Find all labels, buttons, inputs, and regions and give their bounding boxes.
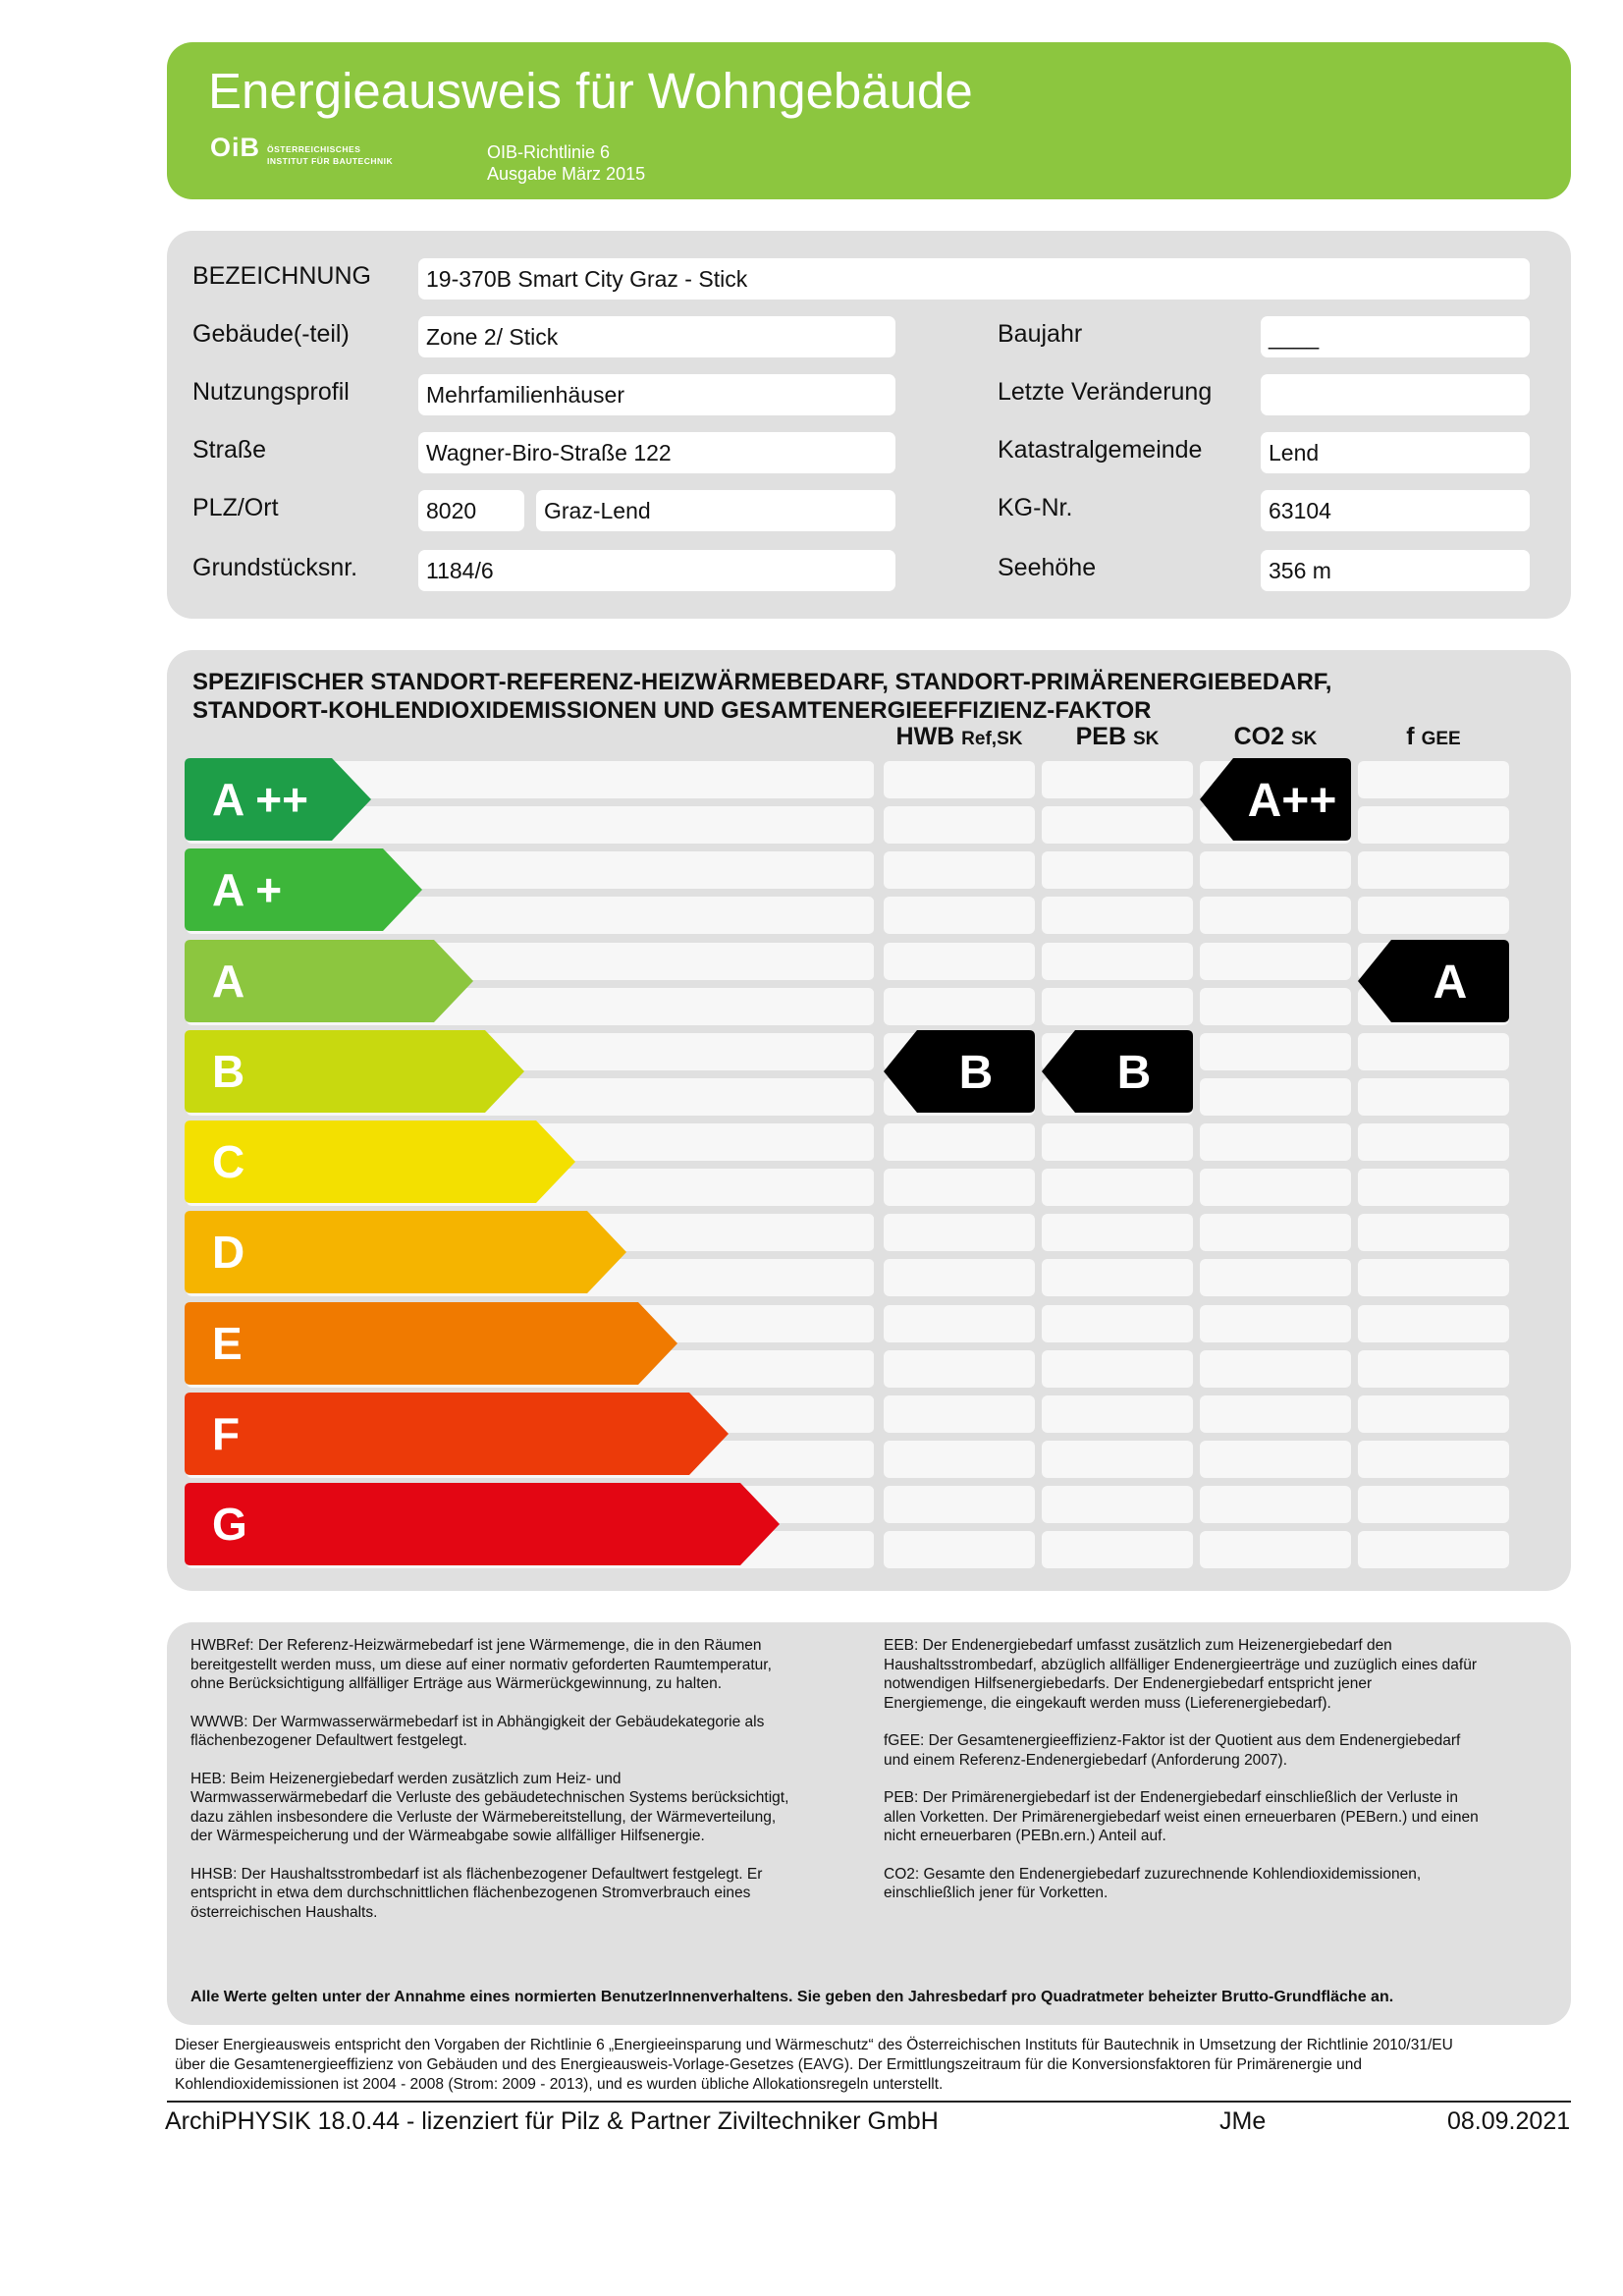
definition-line: und einem Referenz-Endenergiebedarf (Anforderung 2007). bbox=[884, 1751, 1288, 1769]
footnote-line: über die Gesamtenergieeffizienz von Gebäuden und des Energieausweis-Vorlage-Gesetzes (EAVG). Der Ermittlungszeitraum für die Konversionsfaktoren für Primärenergie und bbox=[175, 2056, 1363, 2073]
rating-cell bbox=[884, 851, 1035, 889]
gebaeude-label: Gebäude(-teil) bbox=[192, 320, 350, 348]
legal-footnote bbox=[175, 2036, 1569, 2095]
rating-cell bbox=[1042, 1486, 1193, 1523]
seehoehe-field: 356 m bbox=[1261, 550, 1530, 591]
definition-line: einschließlich jener für Vorketten. bbox=[884, 1885, 1109, 1901]
header-banner bbox=[167, 42, 1571, 199]
definitions-panel bbox=[167, 1622, 1571, 2025]
class-arrow-label: B bbox=[212, 1045, 245, 1097]
bezeichnung-field: 19-370B Smart City Graz - Stick bbox=[418, 258, 1530, 300]
rating-cell bbox=[1042, 1395, 1193, 1433]
rating-cell bbox=[1358, 1441, 1509, 1478]
class-arrow-label: C bbox=[212, 1136, 245, 1187]
indicator-label: A++ bbox=[1247, 775, 1337, 827]
class-arrow-c bbox=[185, 1121, 575, 1203]
rating-cell bbox=[1358, 1123, 1509, 1161]
ort-field: Graz-Lend bbox=[536, 490, 895, 531]
rating-cell bbox=[1200, 1078, 1351, 1116]
rating-cell bbox=[1042, 806, 1193, 844]
letzte-veraenderung-field bbox=[1261, 374, 1530, 415]
class-arrow-label: A + bbox=[212, 864, 283, 916]
rating-cell bbox=[884, 897, 1035, 934]
column-header-hwb bbox=[884, 723, 1035, 751]
definition-line: HWBRef: Der Referenz-Heizwärmebedarf ist jene Wärmemenge, die in den Räumen bbox=[190, 1637, 762, 1654]
definitions-left bbox=[190, 1636, 788, 1941]
indicator-hwb bbox=[884, 1030, 1035, 1113]
rating-cell bbox=[1358, 1169, 1509, 1206]
oib-logo-line2: INSTITUT FÜR BAUTECHNIK bbox=[267, 156, 394, 166]
definition-paragraph bbox=[190, 1865, 788, 1923]
class-arrow-label: G bbox=[212, 1499, 247, 1550]
rating-cell bbox=[1358, 761, 1509, 798]
definition-paragraph bbox=[884, 1636, 1479, 1713]
column-header-main: PEB bbox=[1075, 723, 1133, 750]
class-arrow-shape bbox=[185, 1393, 729, 1475]
oib-logo-mark: OiB bbox=[210, 133, 261, 162]
bezeichnung-label: BEZEICHNUNG bbox=[192, 262, 371, 290]
building-info-panel bbox=[167, 231, 1571, 619]
definition-paragraph bbox=[884, 1788, 1479, 1846]
rating-cell bbox=[1200, 1033, 1351, 1070]
rating-cell bbox=[884, 1486, 1035, 1523]
class-arrow-b bbox=[185, 1030, 524, 1113]
rating-title-line2: STANDORT-KOHLENDIOXIDEMISSIONEN UND GESAMTENERGIEEFFIZIENZ-FAKTOR bbox=[192, 697, 1152, 724]
definition-line: bereitgestellt werden muss, um diese auf einer normativ geforderten Raumtemperatur, bbox=[190, 1656, 772, 1673]
column-header-sub: SK bbox=[1132, 729, 1160, 749]
rating-cell bbox=[1358, 897, 1509, 934]
rating-cell bbox=[1358, 806, 1509, 844]
plz-ort-label: PLZ/Ort bbox=[192, 494, 279, 521]
rating-cell bbox=[1042, 1214, 1193, 1251]
oib-logo-line1: ÖSTERREICHISCHES bbox=[267, 144, 361, 154]
indicator-label: B bbox=[958, 1046, 994, 1099]
rating-cell bbox=[1358, 1486, 1509, 1523]
rating-cell bbox=[884, 1123, 1035, 1161]
nutzung-field: Mehrfamilienhäuser bbox=[418, 374, 895, 415]
class-arrow-d bbox=[185, 1211, 626, 1293]
definition-paragraph bbox=[190, 1713, 788, 1751]
definition-line: EEB: Der Endenergiebedarf umfasst zusätzlich zum Heizenergiebedarf den bbox=[884, 1637, 1392, 1654]
definition-paragraph bbox=[190, 1636, 788, 1694]
column-header-f bbox=[1358, 723, 1509, 751]
rating-cell bbox=[884, 988, 1035, 1025]
rating-cell bbox=[884, 1259, 1035, 1296]
gebaeude-field: Zone 2/ Stick bbox=[418, 316, 895, 357]
class-arrow-label: A bbox=[212, 955, 245, 1007]
class-arrow-label: E bbox=[212, 1317, 243, 1369]
footnote-line: Dieser Energieausweis entspricht den Vorgaben der Richtlinie 6 „Energieeinsparung und Wärmeschutz“ des Österreichischen Instituts für Bautechnik in Umsetzung der Richtlinie 2010/31/EU bbox=[175, 2037, 1453, 2053]
rating-cell bbox=[1200, 897, 1351, 934]
rating-cell bbox=[1358, 1259, 1509, 1296]
rating-title-line1: SPEZIFISCHER STANDORT-REFERENZ-HEIZWÄRMEBEDARF, STANDORT-PRIMÄRENERGIEBEDARF, bbox=[192, 669, 1332, 695]
definition-line: HHSB: Der Haushaltsstrombedarf ist als flächenbezogener Defaultwert festgelegt. Er bbox=[190, 1865, 763, 1883]
grundstueck-field: 1184/6 bbox=[418, 550, 895, 591]
rating-cell bbox=[1042, 1350, 1193, 1388]
class-arrow-e bbox=[185, 1302, 677, 1385]
kg-nr-field: 63104 bbox=[1261, 490, 1530, 531]
rating-cell bbox=[1042, 1169, 1193, 1206]
rating-cell bbox=[1042, 1123, 1193, 1161]
class-arrow-label: D bbox=[212, 1227, 245, 1279]
definition-line: flächenbezogener Defaultwert festgelegt. bbox=[190, 1732, 467, 1749]
rating-cell bbox=[1200, 1350, 1351, 1388]
class-arrow-shape bbox=[185, 1211, 626, 1293]
oib-logo bbox=[210, 133, 397, 174]
katastralgemeinde-field: Lend bbox=[1261, 432, 1530, 473]
rating-cell bbox=[1200, 1123, 1351, 1161]
definition-line: fGEE: Der Gesamtenergieeffizienz-Faktor ist der Quotient aus dem Endenergiebedarf bbox=[884, 1732, 1461, 1749]
rating-cell bbox=[1200, 1441, 1351, 1478]
rating-cell bbox=[1358, 1214, 1509, 1251]
plz-field: 8020 bbox=[418, 490, 524, 531]
rating-cell bbox=[1200, 1305, 1351, 1342]
definition-line: entspricht in etwa dem durchschnittlichen flächenbezogenen Stromverbrauch eines bbox=[190, 1885, 751, 1901]
definition-line: ohne Berücksichtigung allfälliger Erträge aus Wärmerückgewinnung, zu halten. bbox=[190, 1675, 723, 1692]
definition-paragraph bbox=[190, 1770, 788, 1846]
definitions-right bbox=[884, 1636, 1479, 1922]
footer-divider bbox=[167, 2101, 1571, 2103]
definition-line: CO2: Gesamte den Endenergiebedarf zuzurechnende Kohlendioxidemissionen, bbox=[884, 1865, 1422, 1883]
rating-cell bbox=[1042, 1259, 1193, 1296]
column-header-main: f bbox=[1406, 723, 1422, 750]
rating-cell bbox=[884, 1214, 1035, 1251]
strasse-label: Straße bbox=[192, 436, 267, 464]
definition-line: WWWB: Der Warmwasserwärmebedarf ist in Abhängigkeit der Gebäudekategorie als bbox=[190, 1713, 765, 1730]
definition-line: HEB: Beim Heizenergiebedarf werden zusätzlich zum Heiz- und bbox=[190, 1770, 622, 1787]
definition-paragraph bbox=[884, 1731, 1479, 1770]
rating-cell bbox=[1358, 851, 1509, 889]
rating-cell bbox=[884, 806, 1035, 844]
richtlinie-line1: OIB-Richtlinie 6 bbox=[487, 142, 611, 162]
column-header-main: HWB bbox=[895, 723, 962, 750]
rating-cell bbox=[1042, 851, 1193, 889]
column-header-sub: SK bbox=[1290, 729, 1318, 749]
rating-cell bbox=[884, 1169, 1035, 1206]
class-arrow-a bbox=[185, 940, 473, 1022]
indicator-co2 bbox=[1200, 758, 1351, 841]
definition-line: nicht erneuerbaren (PEBn.ern.) Anteil auf. bbox=[884, 1828, 1166, 1844]
rating-scale bbox=[167, 650, 1571, 1591]
rating-cell bbox=[1200, 1259, 1351, 1296]
class-arrow-label: F bbox=[212, 1407, 241, 1459]
column-header-peb bbox=[1042, 723, 1193, 751]
rating-cell bbox=[1200, 1214, 1351, 1251]
rating-cell bbox=[1042, 897, 1193, 934]
energy-rating-panel bbox=[167, 650, 1571, 1591]
definition-line: allen Vorketten. Der Primärenergiebedarf weist einen erneuerbaren (PEBern.) und einen bbox=[884, 1808, 1479, 1826]
baujahr-label: Baujahr bbox=[998, 320, 1083, 348]
rating-cell bbox=[1200, 1531, 1351, 1568]
rating-cell bbox=[1200, 943, 1351, 980]
rating-cell bbox=[1358, 1531, 1509, 1568]
indicator-label: B bbox=[1116, 1046, 1152, 1099]
rating-cell bbox=[884, 1350, 1035, 1388]
class-arrow-g bbox=[185, 1483, 780, 1565]
richtlinie-info bbox=[487, 141, 645, 185]
class-arrow-shape bbox=[185, 1483, 780, 1565]
definition-line: Energiemenge, die eingekauft werden muss (Lieferenergiebedarf). bbox=[884, 1694, 1331, 1712]
rating-cell bbox=[884, 761, 1035, 798]
page-title: Energieausweis für Wohngebäude bbox=[208, 63, 973, 119]
rating-cell bbox=[884, 1531, 1035, 1568]
rating-cell bbox=[884, 943, 1035, 980]
nutzung-label: Nutzungsprofil bbox=[192, 378, 350, 406]
rating-cell bbox=[1042, 1441, 1193, 1478]
indicator-f bbox=[1358, 940, 1509, 1022]
class-arrow-shape bbox=[185, 1302, 677, 1385]
footnote-line: Kohlendioxidemissionen ist 2004 - 2008 (Strom: 2009 - 2013), und es wurden übliche Allokationsregeln unterstellt. bbox=[175, 2076, 944, 2093]
definition-line: PEB: Der Primärenergiebedarf ist der Endenergiebedarf einschließlich der Verluste in bbox=[884, 1789, 1458, 1806]
definition-line: notwendigen Hilfsenergiebedarfs. Der Endenergiebedarf entspricht jener bbox=[884, 1675, 1373, 1692]
class-arrow-f bbox=[185, 1393, 729, 1475]
rating-cell bbox=[1042, 1531, 1193, 1568]
definition-paragraph bbox=[884, 1865, 1479, 1903]
grundstueck-label: Grundstücksnr. bbox=[192, 554, 358, 581]
rating-cell bbox=[1200, 1169, 1351, 1206]
definition-line: Haushaltsstrombedarf, abzüglich allfälliger Endenergieerträge und zuzüglich eines dafür bbox=[884, 1656, 1477, 1673]
definition-line: Warmwasserwärmebedarf die Verluste des gebäudetechnischen Systems berücksichtigt, bbox=[190, 1789, 789, 1806]
class-arrow-aplusplus bbox=[185, 758, 371, 841]
definition-line: österreichischen Haushalts. bbox=[190, 1903, 378, 1921]
rating-cell bbox=[884, 1305, 1035, 1342]
katastralgemeinde-label: Katastralgemeinde bbox=[998, 436, 1203, 464]
footer-software: ArchiPHYSIK 18.0.44 - lizenziert für Pilz & Partner Ziviltechniker GmbH bbox=[165, 2107, 939, 2135]
definition-line: der Wärmespeicherung und der Wärmeabgabe sowie allfälliger Hilfsenergie. bbox=[190, 1828, 705, 1844]
rating-cell bbox=[1200, 1486, 1351, 1523]
rating-cell bbox=[884, 1441, 1035, 1478]
rating-cell bbox=[1042, 943, 1193, 980]
rating-cell bbox=[1358, 1033, 1509, 1070]
rating-cell bbox=[1200, 1395, 1351, 1433]
rating-cell bbox=[1042, 1305, 1193, 1342]
column-header-sub: GEE bbox=[1421, 729, 1461, 749]
definition-line: dazu zählen insbesondere die Verluste der Wärmebereitstellung, der Wärmeverteilung, bbox=[190, 1808, 777, 1826]
indicator-peb bbox=[1042, 1030, 1193, 1113]
class-arrow-label: A ++ bbox=[212, 774, 309, 825]
column-header-co2 bbox=[1200, 723, 1351, 751]
class-arrow-aplus bbox=[185, 848, 422, 931]
column-header-sub: Ref,SK bbox=[961, 729, 1023, 749]
column-header-main: CO2 bbox=[1233, 723, 1291, 750]
rating-cell bbox=[884, 1395, 1035, 1433]
indicator-label: A bbox=[1433, 956, 1468, 1009]
letzte-veraenderung-label: Letzte Veränderung bbox=[998, 378, 1213, 406]
rating-cell bbox=[1358, 1305, 1509, 1342]
kg-nr-label: KG-Nr. bbox=[998, 494, 1073, 521]
footer-author: JMe bbox=[1219, 2107, 1267, 2135]
all-values-note: Alle Werte gelten unter der Annahme eines normierten BenutzerInnenverhaltens. Sie geben den Jahresbedarf pro Quadratmeter beheizter Brutto-Grundfläche an. bbox=[190, 1989, 1394, 2005]
rating-cell bbox=[1200, 851, 1351, 889]
rating-cell bbox=[1358, 1078, 1509, 1116]
rating-cell bbox=[1042, 988, 1193, 1025]
seehoehe-label: Seehöhe bbox=[998, 554, 1097, 581]
strasse-field: Wagner-Biro-Straße 122 bbox=[418, 432, 895, 473]
rating-cell bbox=[1358, 1395, 1509, 1433]
rating-cell bbox=[1200, 988, 1351, 1025]
rating-cell bbox=[1358, 1350, 1509, 1388]
footer-date: 08.09.2021 bbox=[1447, 2107, 1571, 2135]
richtlinie-line2: Ausgabe März 2015 bbox=[487, 164, 646, 184]
rating-cell bbox=[1042, 761, 1193, 798]
baujahr-field: ____ bbox=[1261, 316, 1530, 357]
